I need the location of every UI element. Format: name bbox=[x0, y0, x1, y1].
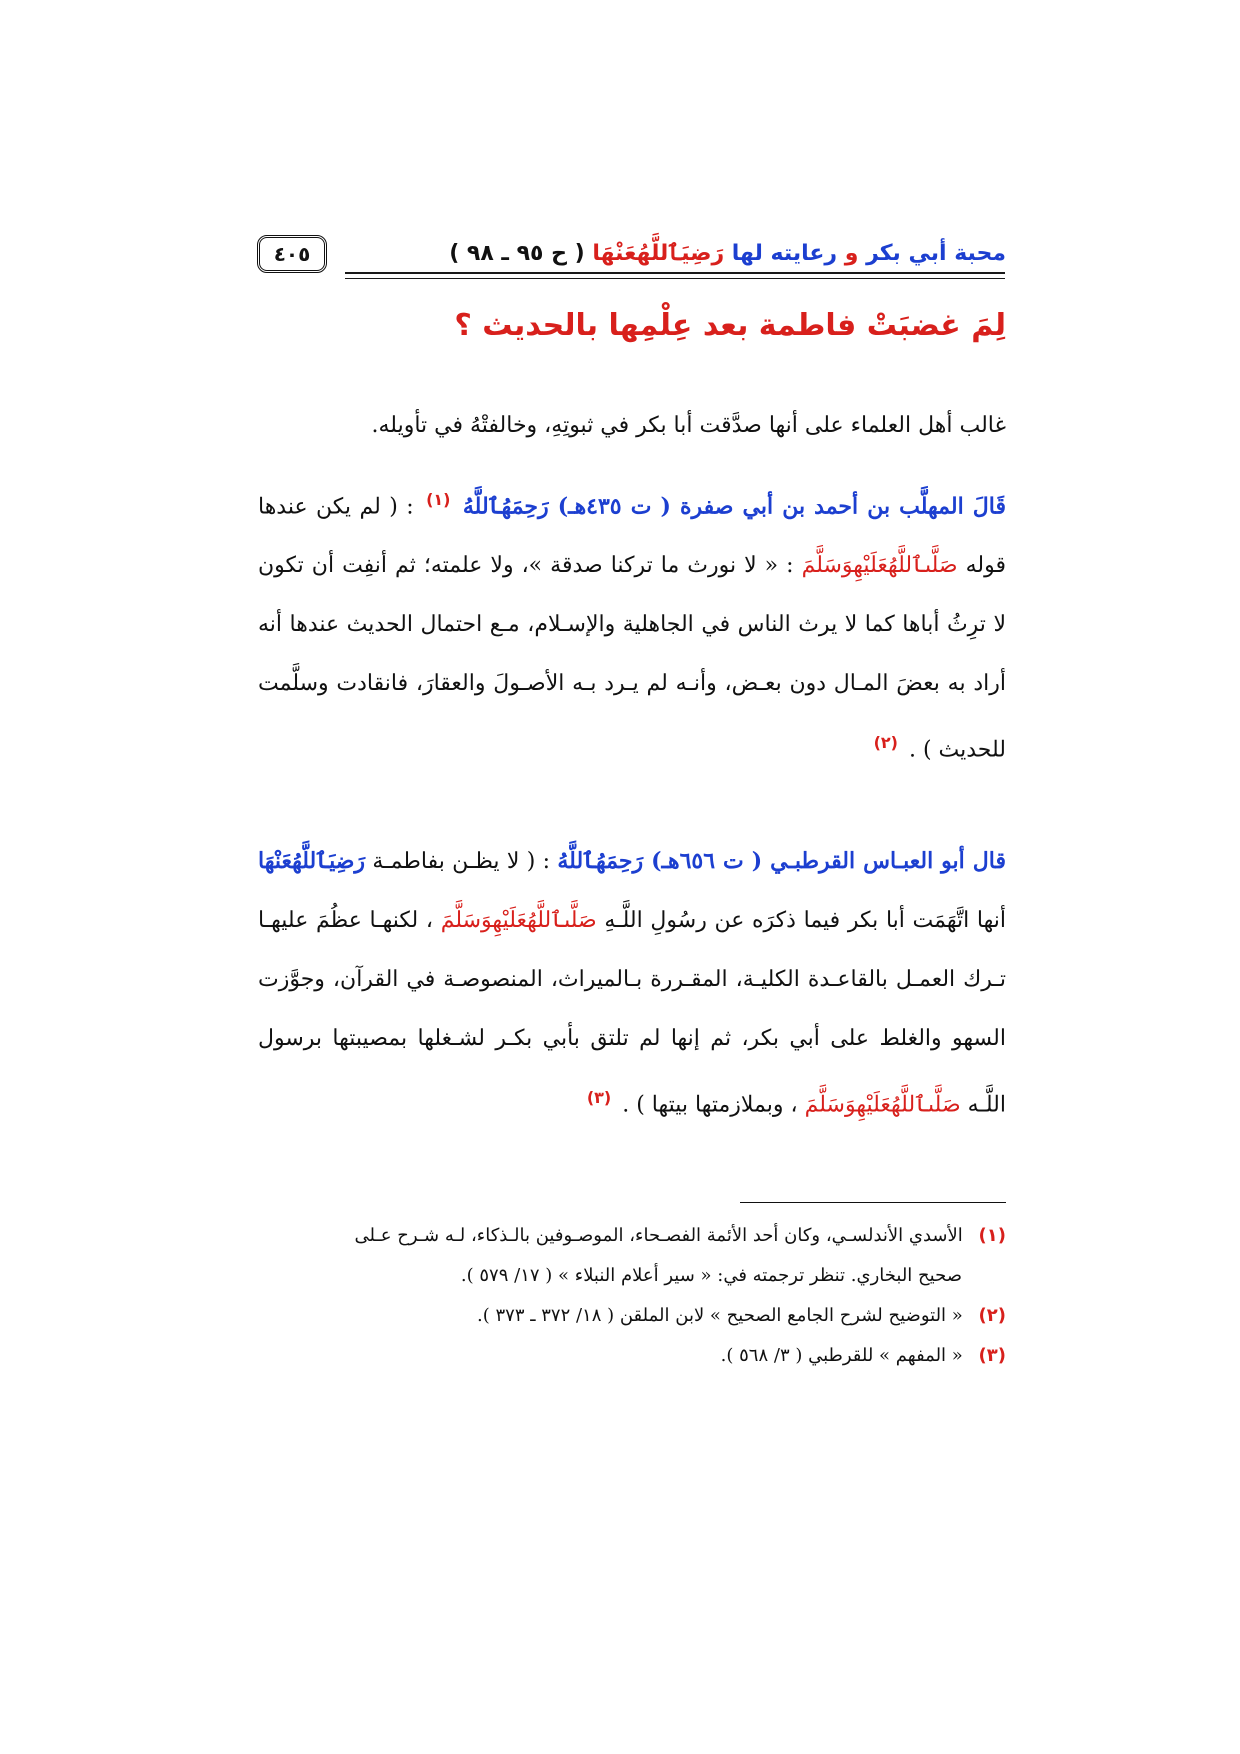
quote-speaker: قال أبو العبـاس القرطبـي ( ت ٦٥٦هـ) رَحِمَهُٱللَّهُ bbox=[557, 848, 1006, 874]
footnote-ref-3[interactable]: (٣) bbox=[586, 1088, 612, 1107]
running-header bbox=[258, 238, 1006, 268]
salawat-glyph: صَلَّىٱللَّهُعَلَيْهِوَسَلَّمَ bbox=[440, 908, 597, 933]
quote-text: ، وبملازمتها بيتها ) . bbox=[622, 1092, 798, 1118]
footnote-ref-1[interactable]: (١) bbox=[426, 490, 451, 509]
footnote-text-continued: صحيح البخاري. تنظر ترجمته في: « سير أعلام النبلاء » ( ١٧/ ٥٧٩ ). bbox=[460, 1265, 962, 1286]
header-honorific: رَضِيَٱللَّهُعَنْهَا bbox=[592, 240, 725, 266]
quote-paragraph-muhallab bbox=[258, 470, 1006, 780]
footnote-text: الأسدي الأندلسـي، وكان أحد الأئمة الفصـحاء، الموصـوفين بالـذكاء، لـه شـرح عـلى bbox=[354, 1225, 963, 1246]
quote-text: : ( لا يظـن بفاطمـة bbox=[372, 849, 551, 874]
salawat-glyph: صَلَّىٱللَّهُعَلَيْهِوَسَلَّمَ bbox=[804, 1092, 961, 1118]
quote-text: ، لكنهـا عظُمَ عليهـا تـرك العمـل بالقاعـدة الكليـة، المقـررة بـالميراث، المنصوصـة في القرآن، وجوَّزت السهو والغلط على أبي بكر، ثم إنها لم تلتق بأبي بكـر لشـغلها بمصيبتها برسول اللَّـه bbox=[258, 908, 1006, 1118]
honorific-glyph: رَضِيَٱللَّهُعَنْهَا bbox=[258, 848, 366, 874]
header-title-part1: محبة أبي بكر bbox=[866, 240, 1006, 266]
footnote-number: (٢) bbox=[978, 1305, 1006, 1326]
header-rule-thin bbox=[345, 278, 1005, 279]
footnote-ref-2[interactable]: (٢) bbox=[873, 733, 898, 753]
intro-paragraph: غالب أهل العلماء على أنها صدَّقت أبا بكر في ثبوتِهِ، وخالفتْهُ في تأويله. bbox=[371, 413, 1006, 438]
running-header-title bbox=[449, 241, 1006, 266]
footnote-number: (١) bbox=[978, 1225, 1006, 1246]
footnote-text: « التوضيح لشرح الجامع الصحيح » لابن الملقن ( ١٨/ ٣٧٢ ـ ٣٧٣ ). bbox=[477, 1305, 963, 1326]
footnote-1 bbox=[258, 1216, 1006, 1296]
header-rule bbox=[345, 272, 1005, 274]
quote-text: أنها اتَّهَمَت أبا بكر فيما ذكرَه عن رسُولِ اللَّـهِ bbox=[604, 908, 1006, 933]
footnotes bbox=[258, 1216, 1006, 1376]
page-number: ٤٠٥ bbox=[257, 235, 327, 273]
header-title-conj: و bbox=[844, 240, 859, 266]
header-title-part3: رعايته لها bbox=[731, 240, 838, 266]
footnote-2 bbox=[258, 1296, 1006, 1336]
footnote-number: (٣) bbox=[978, 1345, 1006, 1366]
quote-text: : ( لم يكن عندها قوله bbox=[258, 494, 1006, 579]
salawat-glyph: صَلَّىٱللَّهُعَلَيْهِوَسَلَّمَ bbox=[801, 553, 958, 579]
section-title: لِمَ غضبَتْ فاطمة بعد عِلْمِها بالحديث ؟ bbox=[454, 308, 1006, 343]
footnote-text: « المفهم » للقرطبي ( ٣/ ٥٦٨ ). bbox=[720, 1345, 963, 1366]
footnote-3 bbox=[258, 1336, 1006, 1376]
quote-text: : « لا نورث ما تركنا صدقة »، ولا علمته؛ ثم أنفِت أن تكون لا ترِثُ أباها كما لا يرث الناس في الجاهلية والإسـلام، مـع احتمال الحديث عندها أنه أراد به بعضَ المـال دون بعـض، وأنـه لم يـرد بـه الأصـولَ والعقارَ، فانقادت وسلَّمت للحديث ) . bbox=[258, 553, 1006, 763]
header-hadith-range: ( ح ٩٥ ـ ٩٨ ) bbox=[449, 240, 585, 266]
quote-speaker: قَالَ المهلَّب بن أحمد بن أبي صفرة ( ت ٤٣٥هـ) رَحِمَهُٱللَّهُ bbox=[462, 493, 1006, 520]
footnote-separator bbox=[740, 1202, 1006, 1203]
quote-paragraph-qurtubi bbox=[258, 832, 1006, 1134]
